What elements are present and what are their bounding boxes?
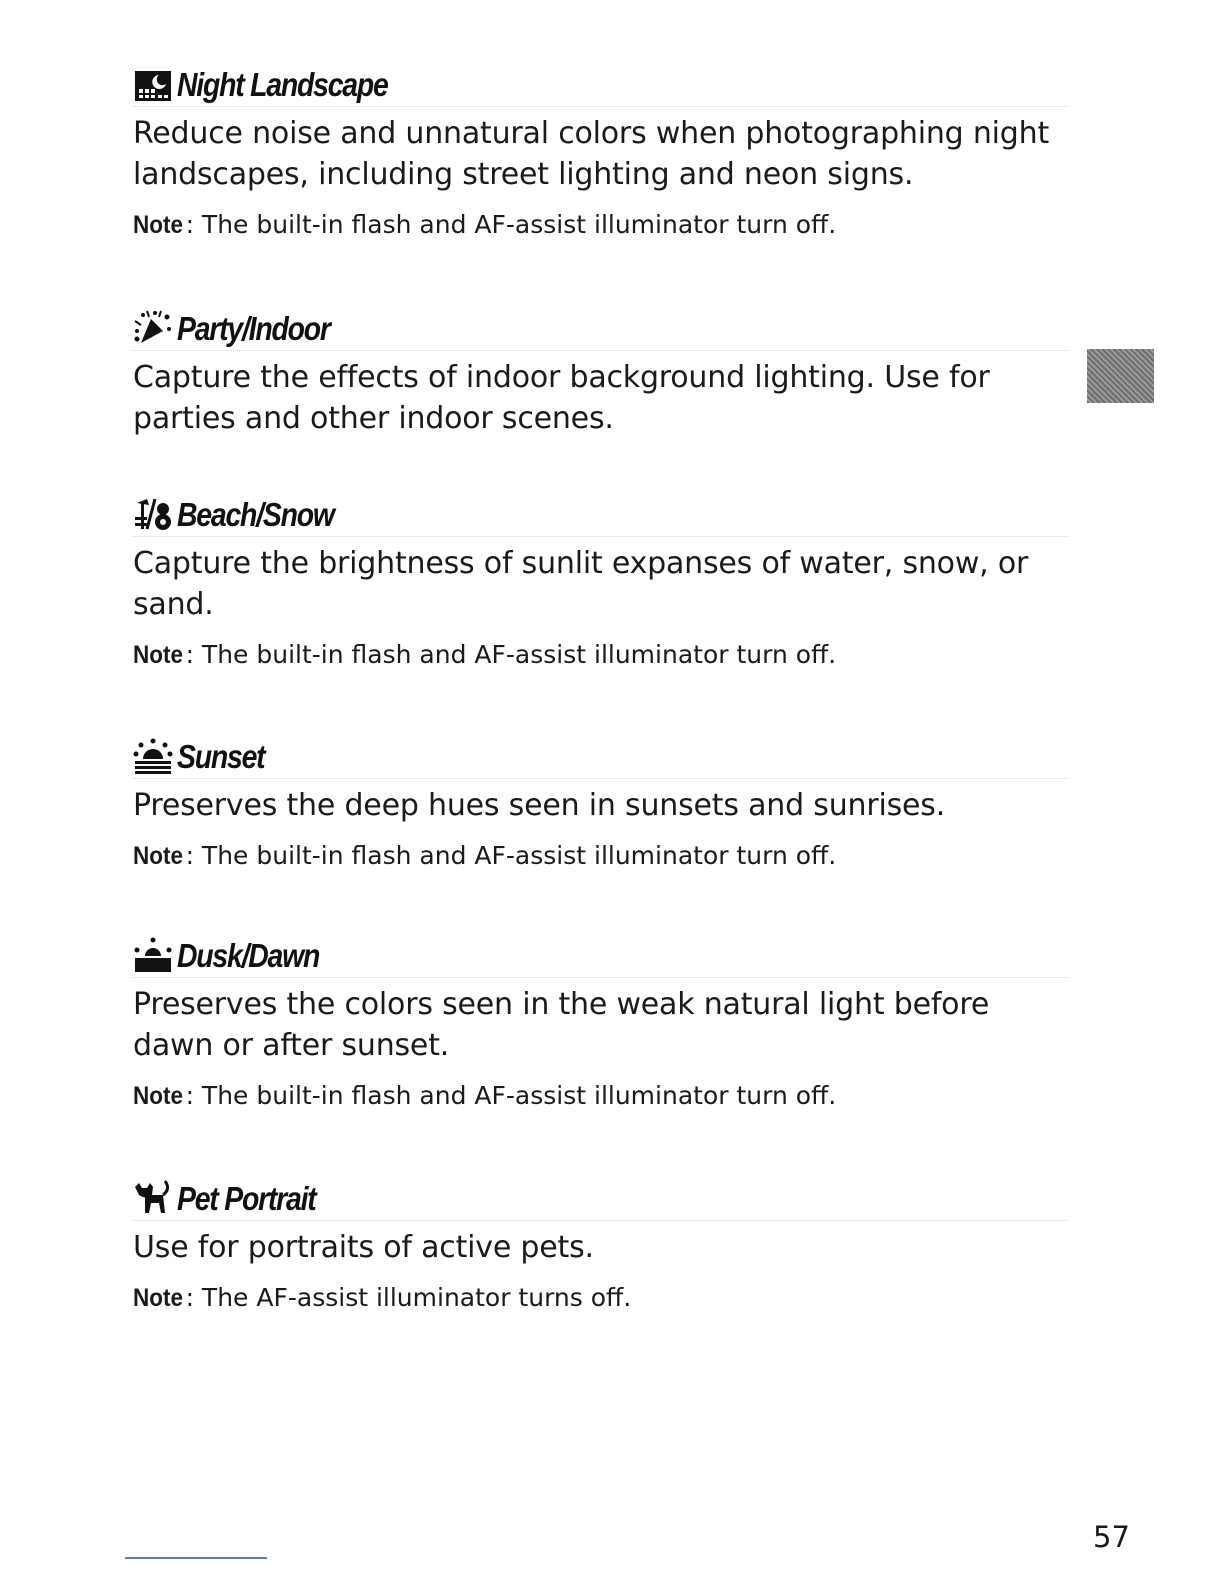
party-indoor-icon [133, 308, 177, 348]
section-party-indoor [133, 306, 1068, 439]
footer-rule [125, 1557, 267, 1559]
pet-portrait-icon [133, 1178, 177, 1218]
note-label: Note [133, 1082, 184, 1110]
section-description: Capture the brightness of sunlit expanses of water, snow, or sand. [133, 546, 1029, 622]
section-heading [133, 306, 1068, 351]
section-note [133, 1282, 1068, 1314]
note-text: : The built-in flash and AF-assist illuminator turn off. [185, 841, 837, 870]
note-text: : The built-in flash and AF-assist illuminator turn off. [185, 640, 837, 669]
section-heading [133, 734, 1068, 779]
section-beach-snow [133, 492, 1068, 671]
section-heading [133, 62, 1068, 107]
note-text: : The built-in flash and AF-assist illuminator turn off. [185, 1081, 837, 1110]
section-title: Beach/Snow [177, 495, 334, 533]
section-title: Sunset [177, 737, 265, 775]
section-note [133, 639, 1068, 671]
note-label: Note [133, 641, 184, 669]
section-note [133, 209, 1068, 241]
section-heading [133, 492, 1068, 537]
chapter-tab-marker [1087, 349, 1154, 403]
section-sunset [133, 734, 1068, 872]
section-title: Night Landscape [177, 65, 388, 103]
note-label: Note [133, 842, 184, 870]
section-title: Pet Portrait [177, 1179, 316, 1217]
section-note [133, 840, 1068, 872]
page-number: 57 [1093, 1520, 1130, 1554]
section-night-landscape [133, 62, 1068, 241]
section-dusk-dawn [133, 933, 1068, 1112]
section-title: Dusk/Dawn [177, 936, 320, 974]
note-text: : The built-in flash and AF-assist illuminator turn off. [185, 210, 837, 239]
sunset-icon [133, 736, 177, 776]
section-description: Preserves the colors seen in the weak natural light before dawn or after sunset. [133, 987, 990, 1063]
section-description: Reduce noise and unnatural colors when photographing night landscapes, including street lighting and neon signs. [133, 116, 1050, 192]
section-title: Party/Indoor [177, 309, 330, 347]
section-description: Use for portraits of active pets. [133, 1230, 594, 1265]
section-description: Capture the effects of indoor background lighting. Use for parties and other indoor scenes. [133, 360, 990, 436]
note-text: : The AF-assist illuminator turns off. [185, 1283, 632, 1312]
night-landscape-icon [133, 64, 177, 104]
note-label: Note [133, 211, 184, 239]
note-label: Note [133, 1284, 184, 1312]
dusk-dawn-icon [133, 935, 177, 975]
section-heading [133, 933, 1068, 978]
section-heading [133, 1176, 1068, 1221]
section-pet-portrait [133, 1176, 1068, 1314]
section-description: Preserves the deep hues seen in sunsets and sunrises. [133, 788, 946, 823]
section-note [133, 1080, 1068, 1112]
beach-snow-icon [133, 494, 177, 534]
